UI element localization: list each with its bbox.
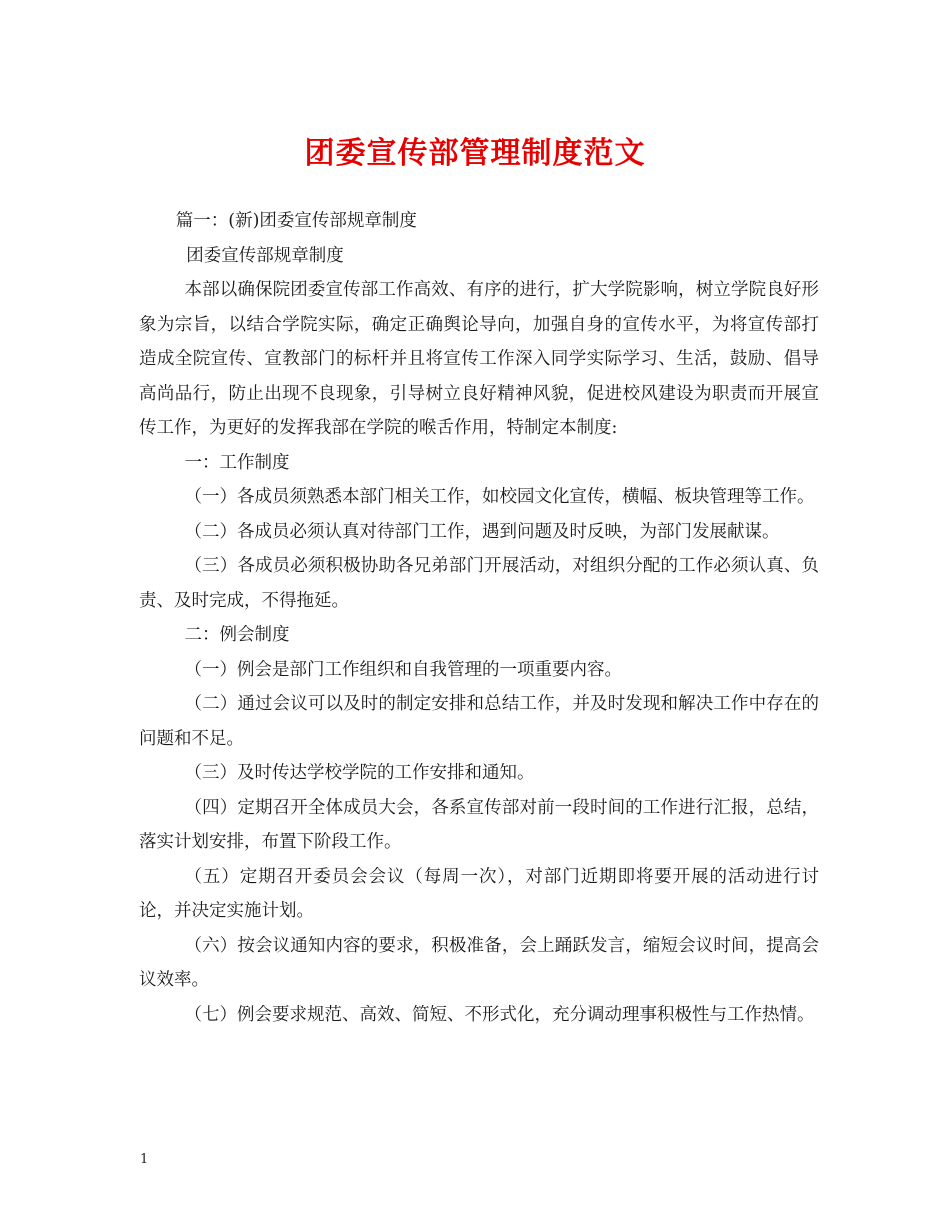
meeting-rule-7: （七）例会要求规范、高效、简短、不形式化，充分调动理事积极性与工作热情。 xyxy=(184,1004,815,1025)
subtitle-regulations: 团委宣传部规章制度 xyxy=(186,245,344,266)
page-number: 1 xyxy=(140,1152,149,1167)
work-rule-3: （三）各成员必须积极协助各兄弟部门开展活动，对组织分配的工作必须认真、负责、及时完成，不得拖延。 xyxy=(139,556,819,611)
work-rule-2: （二）各成员必须认真对待部门工作，遇到问题及时反映，为部门发展献谋。 xyxy=(184,521,780,542)
meeting-rule-5: （五）定期召开委员会会议（每周一次），对部门近期即将要开展的活动进行讨论，并决定实施计划。 xyxy=(139,866,819,921)
work-rule-1: （一）各成员须熟悉本部门相关工作，如校园文化宣传，横幅、板块管理等工作。 xyxy=(184,487,815,507)
section-heading-work-system: 一：工作制度 xyxy=(184,452,290,473)
meeting-rule-1: （一）例会是部门工作组织和自我管理的一项重要内容。 xyxy=(184,659,622,680)
document-title: 团委宣传部管理制度范文 xyxy=(304,136,646,171)
meeting-rule-2: （二）通过会议可以及时的制定安排和总结工作，并及时发现和解决工作中存在的问题和不足。 xyxy=(139,694,819,749)
meeting-rule-3: （三）及时传达学校学院的工作安排和通知。 xyxy=(184,763,535,783)
document-body xyxy=(139,204,819,1032)
meeting-rule-6: （六）按会议通知内容的要求，积极准备，会上踊跃发言，缩短会议时间，提高会议效率。 xyxy=(139,935,819,990)
intro-paragraph: 本部以确保院团委宣传部工作高效、有序的进行，扩大学院影响，树立学院良好形象为宗旨，以结合学院实际，确定正确舆论导向，加强自身的宣传水平，为将宣传部打造成全院宣传、宣教部门的标杆并且将宣传工作深入同学实际学习、生活，鼓励、倡导高尚品行，防止出现不良现象，引导树立良好精神风貌，促进校风建设为职责而开展宣传工作，为更好的发挥我部在学院的喉舌作用，特制定本制度: xyxy=(139,280,819,438)
meeting-rule-4: （四）定期召开全体成员大会，各系宣传部对前一段时间的工作进行汇报，总结，落实计划安排，布置下阶段工作。 xyxy=(139,797,819,852)
section-heading-meeting-system: 二：例会制度 xyxy=(184,625,290,645)
section-heading-part-one: 篇一：(新)团委宣传部规章制度 xyxy=(175,211,417,231)
